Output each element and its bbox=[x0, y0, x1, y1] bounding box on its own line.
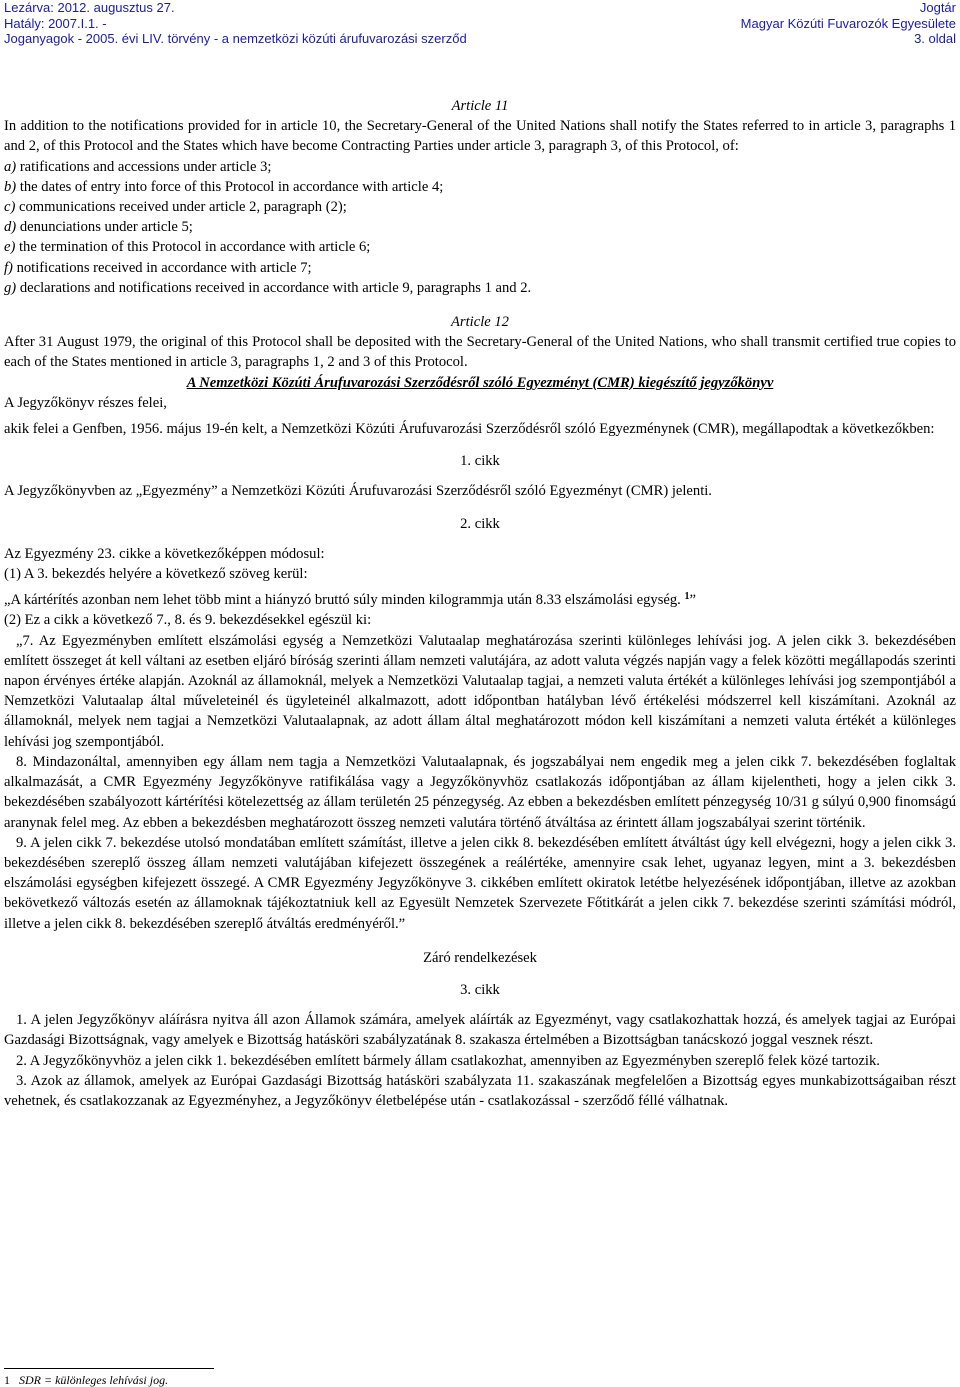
header-document-path: Joganyagok - 2005. évi LIV. törvény - a nemzetközi közúti árufuvarozási szerződ bbox=[4, 31, 467, 46]
list-item: f) notifications received in accordance with article 7; bbox=[4, 259, 312, 276]
header-effect-date: Hatály: 2007.I.1. - bbox=[4, 15, 107, 31]
list-item: b) the dates of entry into force of this Protocol in accordance with article 4; bbox=[4, 178, 444, 195]
article-11-intro: In addition to the notifications provided for in article 10, the Secretary-General of the United Nations shall notify the States referred to in article 3, paragraphs 1 and 2, of this Protocol and the States which have become Contracting Parties under article 3, paragraph 3, of this Protocol, of: bbox=[4, 118, 956, 155]
header-publisher: Magyar Közúti Fuvarozók Egyesülete bbox=[740, 15, 956, 31]
article-12-text: After 31 August 1979, the original of this Protocol shall be deposited with the Secretary-General of the United Nations, who shall transmit certified true copies to each of the States mentioned in article 3, paragraphs 1, 2 and 3 of this Protocol. bbox=[4, 334, 956, 371]
article-12-heading: Article 12 bbox=[451, 314, 509, 331]
paragraph-8: 8. Mindazonáltal, amennyiben egy állam nem tagja a Nemzetközi Valutaalapnak, és jogszabályai nem engedik meg a jelen cikk 7. bekezdésében foglaltak alkalmazását, a CMR Egyezmény Jegyzőkönyve ratifikálása vagy a Jegyzőkönyvhöz csatlakozás időpontjában az állam kijelentheti, hogy a jelen cikk 3. bekezdésében szabályozott kártérítési kötelezettség az állam területén 25 pénzegység. Az ebben a bekezdésben említett pénzegység 10/31 g súlyú 0,900 finomságú aranynak felel meg. Az ebben a bekezdésben meghatározott összeg nemzeti valutára történő átváltása az érintett állam jogszabályai szerint történik. bbox=[4, 753, 956, 831]
paragraph-9: 9. A jelen cikk 7. bekezdése utolsó mondatában említett számítást, illetve a jelen cikk 8. bekezdésében említett átváltást úgy kell elvégezni, hogy a jelen cikk 3. bekezdésében szereplő összeg állam nemzeti valutájában kifejezett összegének a reálértéke, amennyire csak lehet, ugyanaz legyen, mint a 3. bekezdésben elszámolási egységben kifejezett összegé. A CMR Egyezmény Jegyzőkönyve 3. cikkében említett okiratok letétbe helyezésének időpontjában, illetve az azokban bekövetkező változás esetén az államoknak tájékoztatniuk kell az Egyesült Nemzetek Szervezete Főtitkárát a jelen cikk 7. bekezdése szerinti számítási módról, illetve a jelen cikk 8. bekezdésében szereplő átváltás eredményéről.” bbox=[4, 834, 956, 932]
cikk-1-heading: 1. cikk bbox=[460, 453, 500, 470]
footnote-reference[interactable]: 1 bbox=[684, 591, 690, 603]
page-header bbox=[4, 0, 956, 48]
list-item: e) the termination of this Protocol in accordance with article 6; bbox=[4, 239, 371, 256]
header-right bbox=[741, 0, 956, 47]
footnote bbox=[4, 1368, 214, 1387]
header-brand: Jogtár bbox=[919, 0, 956, 15]
cikk-2-quote: „A kártérítés azonban nem lehet több mint a hiányzó bruttó súly minden kilogrammja után 8.33 elszámolási egység. $^1$” bbox=[4, 591, 696, 609]
cikk-3-paragraph-2: 2. A Jegyzőkönyvhöz a jelen cikk 1. bekezdésében említett bármely állam csatlakozhat, amennyiben az Egyezményben szereplő felek közé tartozik. bbox=[16, 1052, 880, 1069]
paragraph-7: „7. Az Egyezményben említett elszámolási egység a Nemzetközi Valutaalap meghatározása szerinti különleges lehívási jog. A jelen cikk 3. bekezdésében említett összeget át kell váltani az esetben eljáró bíróság szerinti állam nemzeti valutájára, az adott valuta végzés napján vagy a felek közötti megállapodás szerinti napon érvényes értéke alapján. Azoknál az államoknál, melyek a Nemzetközi Valutaalap tagjai, a nemzeti valuta értékét a különleges lehívási jog szempontjából a Nemzetközi Valutaalap által műveleteinél és ügyleteinél alkalmazott, adott időpontban hatályban lévő értékelési módszerrel kell kiszámítani. Azoknál az államoknál, melyek nem tagjai a Nemzetközi Valutaalapnak, az adott állam által meghatározott módon kell kiszámítani a nemzeti valuta értékét a különleges lehívási jog szempontjából. bbox=[4, 632, 956, 750]
closing-provisions-heading: Záró rendelkezések bbox=[423, 949, 537, 966]
list-item: c) communications received under article 2, paragraph (2); bbox=[4, 199, 347, 216]
footnote-number: 1 bbox=[4, 1373, 10, 1387]
header-left bbox=[4, 0, 467, 47]
cikk-2-line-3: (2) Ez a cikk a következő 7., 8. és 9. bekezdésekkel egészül ki: bbox=[4, 612, 372, 629]
cikk-3-paragraph-3: 3. Azok az államok, amelyek az Európai Gazdasági Bizottság hatásköri szabályzata 11. szakaszának megfelelően a Bizottság egyes munkabizottságaiban részt vehetnek, és csatlakozzanak az Egyezményhez, a Jegyzőkönyv életbelépése után - csatlakozással - szerződő féllé válhatnak. bbox=[4, 1072, 956, 1109]
cikk-3-paragraph-1: 1. A jelen Jegyzőkönyv aláírásra nyitva áll azon Államok számára, amelyek aláírták az Egyezményt, vagy csatlakozhattak hozzá, és amelyek tagjai az Európai Gazdasági Bizottságnak, vagy amelyek e Bizottság hatásköri szabályzatának 8. szakasza értelmében a Bizottságban tanácskozó joggal vesznek részt. bbox=[4, 1012, 956, 1049]
protocol-title: A Nemzetközi Közúti Árufuvarozási Szerződésről szóló Egyezményt (CMR) kiegészítő jegyzőkönyv bbox=[186, 374, 774, 391]
protocol-preamble: akik felei a Genfben, 1956. május 19-én kelt, a Nemzetközi Közúti Árufuvarozási Szerződésről szóló Egyezménynek (CMR), megállapodtak a következőkben: bbox=[4, 421, 935, 438]
cikk-2-line-1: Az Egyezmény 23. cikke a következőképpen módosul: bbox=[4, 545, 325, 562]
protocol-parties: A Jegyzőkönyv részes felei, bbox=[4, 394, 167, 411]
cikk-1-text: A Jegyzőkönyvben az „Egyezmény” a Nemzetközi Közúti Árufuvarozási Szerződésről szóló Egyezményt (CMR) jelenti. bbox=[4, 483, 712, 500]
header-page-number: 3. oldal bbox=[914, 31, 956, 46]
cikk-3-heading: 3. cikk bbox=[460, 981, 500, 998]
cikk-2-heading: 2. cikk bbox=[460, 515, 500, 532]
footnote-text: 1 SDR = különleges lehívási jog. bbox=[4, 1373, 169, 1387]
list-item: g) declarations and notifications received in accordance with article 9, paragraphs 1 and 2. bbox=[4, 279, 532, 296]
list-item: d) denunciations under article 5; bbox=[4, 219, 193, 236]
cikk-2-line-2: (1) A 3. bekezdés helyére a következő szöveg kerül: bbox=[4, 566, 308, 583]
article-11-heading: Article 11 bbox=[451, 98, 509, 114]
document-body bbox=[4, 96, 956, 1111]
header-closed-date: Lezárva: 2012. augusztus 27. bbox=[4, 0, 175, 15]
article-11-list bbox=[4, 157, 956, 298]
list-item: a) ratifications and accessions under article 3; bbox=[4, 158, 272, 175]
